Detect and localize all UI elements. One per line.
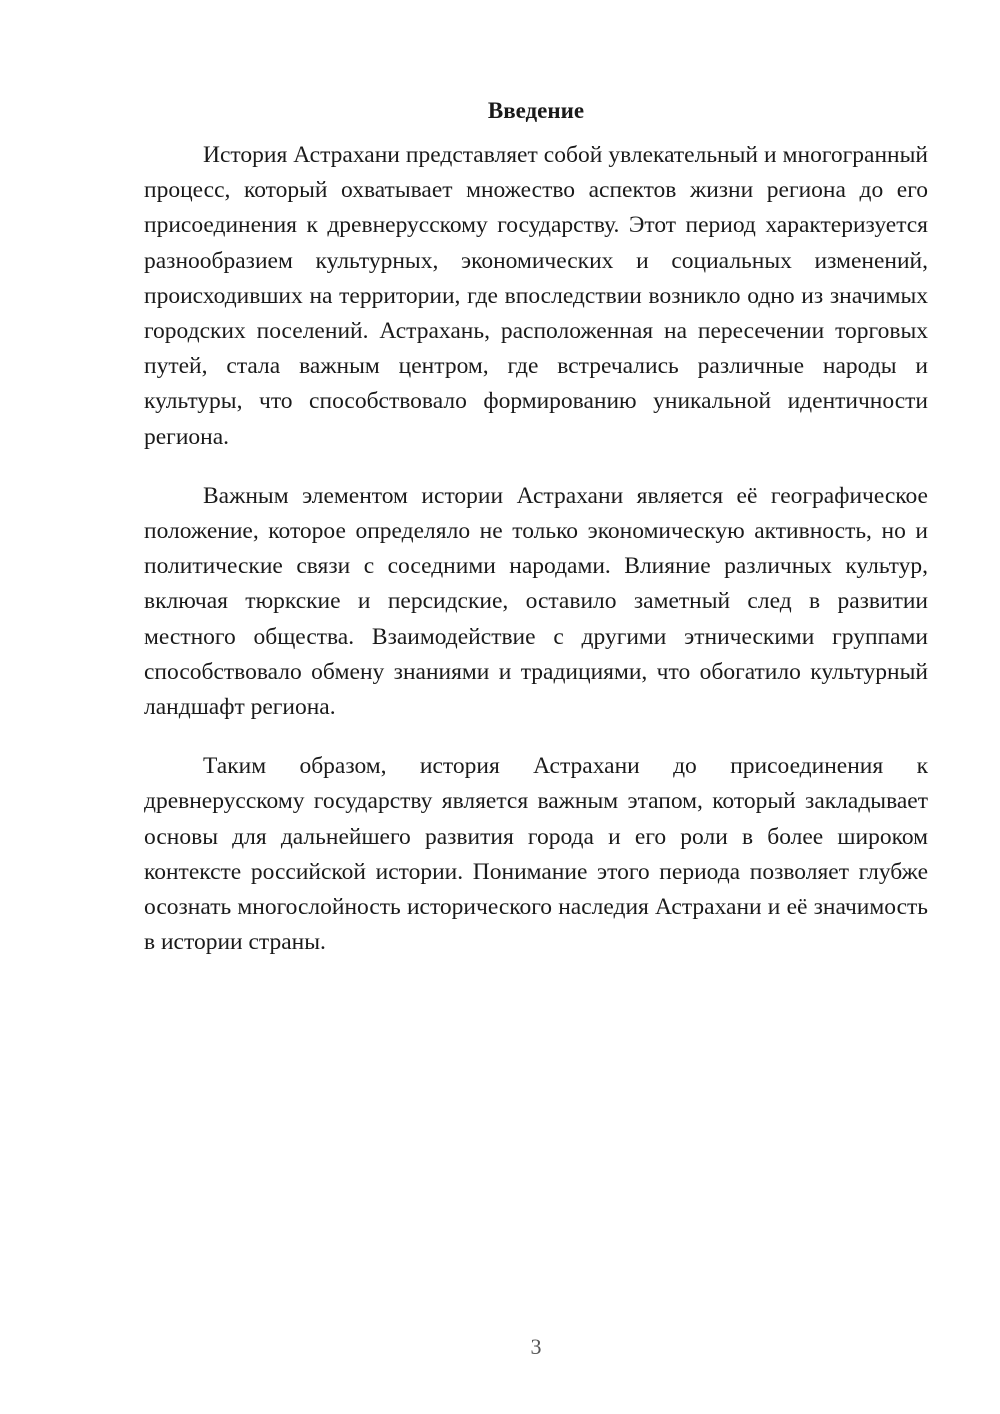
page-content xyxy=(144,96,928,984)
section-title: Введение xyxy=(487,98,585,123)
paragraph-1: История Астрахани представляет собой увлекательный и многогранный процесс, который охватывает множество аспектов жизни региона до его присоединения к древнерусскому государству. Этот период характеризуется разнообразием культурных, экономических и социальных изменений, происходивших на территории, где впоследствии возникло одно из значимых городских поселений. Астрахань, расположенная на пересечении торговых путей, стала важным центром, где встречались различные народы и культуры, что способствовало формированию уникальной идентичности региона. xyxy=(144,142,928,450)
paragraph-3: Таким образом, история Астрахани до присоединения к древнерусскому государству является важным этапом, который закладывает основы для дальнейшего развития города и его роли в более широком контексте российской истории. Понимание этого периода позволяет глубже осознать многослойность исторического наследия Астрахани и её значимость в истории страны. xyxy=(144,753,928,956)
page-number: 3 xyxy=(530,1334,542,1359)
paragraph-2: Важным элементом истории Астрахани является её географическое положение, которое определяло не только экономическую активность, но и политические связи с соседними народами. Влияние различных культур, включая тюркские и персидские, оставило заметный след в развитии местного общества. Взаимодействие с другими этническими группами способствовало обмену знаниями и традициями, что обогатило культурный ландшафт региона. xyxy=(144,482,928,721)
